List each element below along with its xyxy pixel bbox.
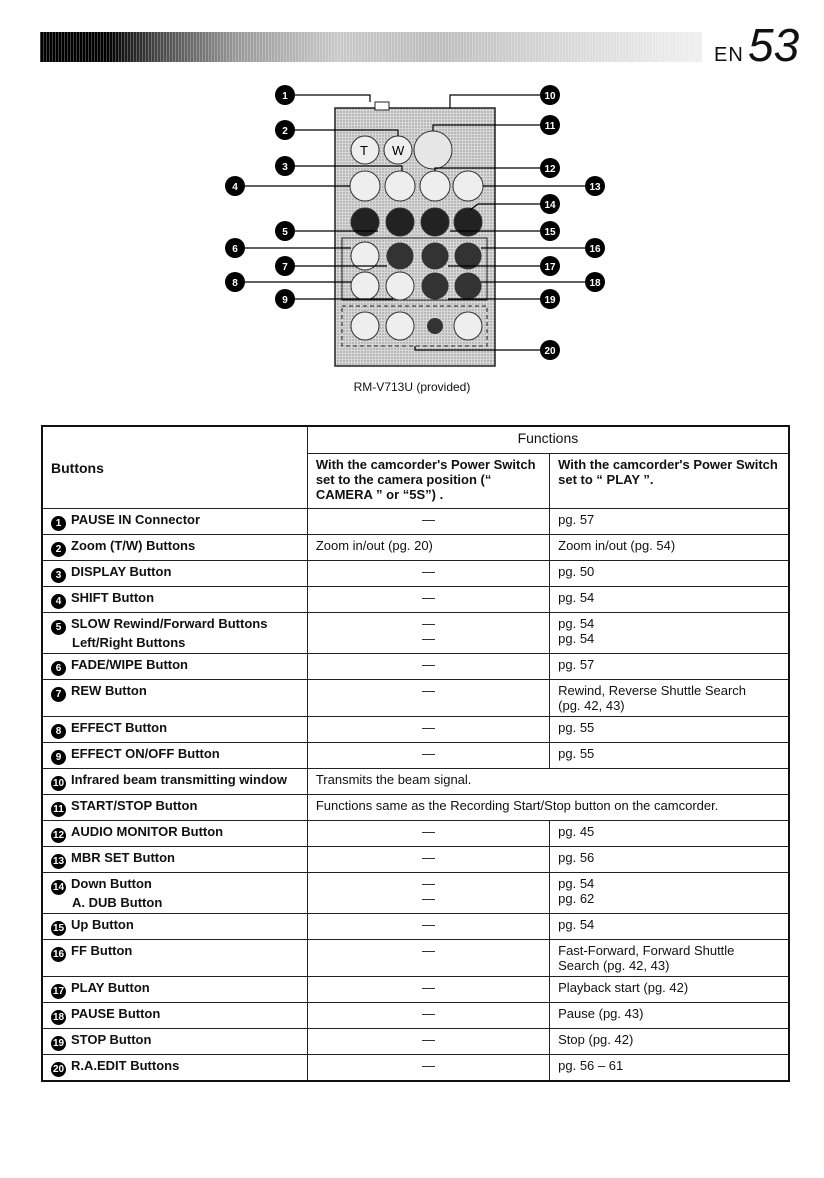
button-name-cell	[42, 561, 307, 587]
camera-mode-cell: —	[307, 680, 549, 717]
item-number-badge: 10	[52, 778, 65, 789]
ra-edit-key-1	[351, 312, 379, 340]
play-mode-cell: pg. 56	[550, 847, 789, 873]
button-name-cell	[42, 795, 307, 821]
mbr-set-key	[453, 171, 483, 201]
play-mode-cell: Playback start (pg. 42)	[550, 977, 789, 1003]
table-row	[42, 587, 789, 613]
play-mode-cell: pg. 57	[550, 654, 789, 680]
svg-text:19: 19	[544, 295, 556, 306]
item-number-badge: 11	[51, 802, 66, 817]
remote-diagram	[220, 78, 620, 378]
button-name: SHIFT Button	[71, 590, 155, 605]
button-name-cell	[42, 509, 307, 535]
table-row	[42, 561, 789, 587]
pause-key	[455, 273, 481, 299]
button-name-secondary: A. DUB Button	[72, 895, 163, 910]
rew-key	[387, 243, 413, 269]
table-row	[42, 1003, 789, 1029]
button-name-cell	[42, 613, 307, 654]
play-mode-cell: pg. 54	[550, 587, 789, 613]
button-name: STOP Button	[71, 1032, 152, 1047]
table-row	[42, 769, 789, 795]
button-name: MBR SET Button	[71, 850, 175, 865]
button-name-cell	[42, 940, 307, 977]
camera-mode-cell: —	[307, 1029, 549, 1055]
button-name-cell	[42, 847, 307, 873]
button-name-cell	[42, 1029, 307, 1055]
item-number-badge: 20	[52, 1064, 65, 1075]
play-mode-cell: pg. 55	[550, 717, 789, 743]
button-name: START/STOP Button	[71, 798, 198, 813]
button-name: Zoom (T/W) Buttons	[71, 538, 196, 553]
button-name-cell	[42, 717, 307, 743]
play-mode-cell: pg. 54	[550, 914, 789, 940]
camera-mode-cell: —	[307, 847, 549, 873]
language-label: EN	[714, 44, 744, 66]
svg-text:17: 17	[544, 262, 556, 273]
svg-text:13: 13	[589, 182, 601, 193]
svg-text:4: 4	[232, 182, 238, 193]
button-name: AUDIO MONITOR Button	[71, 824, 224, 839]
camera-mode-cell: —	[307, 509, 549, 535]
item-number-badge: 2	[51, 542, 66, 557]
table-row	[42, 680, 789, 717]
svg-text:10: 10	[544, 91, 556, 102]
table-row	[42, 743, 789, 769]
item-number-badge: 17	[52, 986, 65, 997]
svg-text:5: 5	[282, 227, 288, 238]
button-name: PAUSE Button	[71, 1006, 161, 1021]
page-number: 53	[748, 19, 800, 71]
button-name-cell	[42, 873, 307, 914]
item-number-badge: 6	[51, 661, 66, 676]
camera-mode-cell: —	[307, 940, 549, 977]
effect-on-off-key	[386, 272, 414, 300]
button-name-cell	[42, 680, 307, 717]
display-key	[385, 171, 415, 201]
table-row	[42, 977, 789, 1003]
play-mode-cell: pg. 50	[550, 561, 789, 587]
ra-edit-key-4	[454, 312, 482, 340]
slow-forward-key	[386, 208, 414, 236]
button-name-cell	[42, 769, 307, 795]
item-number-badge: 5	[51, 620, 66, 635]
button-name: REW Button	[71, 683, 147, 698]
button-name-cell	[42, 914, 307, 940]
effect-key	[351, 272, 379, 300]
play-mode-cell: Fast-Forward, Forward Shuttle Search (pg. 42, 43)	[550, 940, 789, 977]
functions-table	[41, 425, 790, 1082]
item-number-badge: 12	[52, 830, 65, 841]
button-name-cell	[42, 977, 307, 1003]
table-row	[42, 821, 789, 847]
table-row	[42, 613, 789, 654]
button-name-cell	[42, 743, 307, 769]
play-column-header: With the camcorder's Power Switch set to “ PLAY ”.	[550, 454, 789, 509]
item-number-badge: 13	[52, 856, 65, 867]
t-key-label: T	[360, 143, 368, 158]
slow-rewind-key	[351, 208, 379, 236]
camera-mode-cell: — —	[307, 613, 549, 654]
ra-edit-key-2	[386, 312, 414, 340]
svg-text:11: 11	[544, 121, 556, 132]
table-row	[42, 1029, 789, 1055]
button-name-secondary: Left/Right Buttons	[72, 635, 186, 650]
svg-text:2: 2	[282, 126, 288, 137]
play-mode-cell: Zoom in/out (pg. 54)	[550, 535, 789, 561]
up-key	[421, 208, 449, 236]
header-band	[40, 32, 702, 62]
play-mode-cell: Pause (pg. 43)	[550, 1003, 789, 1029]
camera-mode-cell: —	[307, 1003, 549, 1029]
remote-illustration	[220, 78, 620, 378]
item-number-badge: 9	[51, 750, 66, 765]
shift-key	[350, 171, 380, 201]
button-name-cell	[42, 535, 307, 561]
item-number-badge: 7	[51, 687, 66, 702]
table-row	[42, 654, 789, 680]
play-mode-cell: pg. 57	[550, 509, 789, 535]
down-key	[454, 208, 482, 236]
button-name-cell	[42, 821, 307, 847]
play-mode-cell: pg. 56 – 61	[550, 1055, 789, 1082]
w-key-label: W	[392, 143, 405, 158]
svg-text:1: 1	[282, 91, 288, 102]
button-name: EFFECT ON/OFF Button	[71, 746, 220, 761]
audio-monitor-key	[420, 171, 450, 201]
play-mode-cell: Rewind, Reverse Shuttle Search (pg. 42, 43)	[550, 680, 789, 717]
svg-text:15: 15	[544, 227, 556, 238]
start-stop-key	[414, 131, 452, 169]
table-body	[42, 509, 789, 1082]
pause-in-connector	[375, 102, 389, 110]
button-name: FADE/WIPE Button	[71, 657, 188, 672]
svg-text:16: 16	[589, 244, 601, 255]
camera-mode-cell: Zoom in/out (pg. 20)	[307, 535, 549, 561]
item-number-badge: 3	[51, 568, 66, 583]
ra-edit-key-3	[427, 318, 443, 334]
item-number-badge: 15	[52, 923, 65, 934]
camera-mode-cell: —	[307, 743, 549, 769]
item-number-badge: 16	[52, 949, 65, 960]
camera-mode-cell: —	[307, 587, 549, 613]
item-number-badge: 8	[51, 724, 66, 739]
camera-column-header: With the camcorder's Power Switch set to the camera position (“ CAMERA ” or “5S”) .	[307, 454, 549, 509]
button-name: SLOW Rewind/Forward Buttons	[71, 616, 268, 631]
button-name: Up Button	[71, 917, 134, 932]
item-number-badge: 18	[52, 1012, 65, 1023]
play-key	[422, 243, 448, 269]
camera-mode-cell: —	[307, 717, 549, 743]
item-number-badge: 19	[52, 1038, 65, 1049]
camera-mode-cell: —	[307, 977, 549, 1003]
ff-key	[455, 243, 481, 269]
play-mode-cell: pg. 54 pg. 62	[550, 873, 789, 914]
button-name-cell	[42, 1003, 307, 1029]
svg-text:9: 9	[282, 295, 288, 306]
svg-text:8: 8	[232, 278, 238, 289]
play-mode-cell: pg. 54 pg. 54	[550, 613, 789, 654]
camera-mode-cell: — —	[307, 873, 549, 914]
camera-mode-cell: —	[307, 821, 549, 847]
diagram-caption: RM-V713U (provided)	[353, 380, 471, 394]
camera-mode-cell: —	[307, 654, 549, 680]
stop-key	[422, 273, 448, 299]
button-name: DISPLAY Button	[71, 564, 172, 579]
camera-mode-cell: —	[307, 1055, 549, 1082]
play-mode-cell: pg. 55	[550, 743, 789, 769]
function-description: Functions same as the Recording Start/Stop button on the camcorder.	[307, 795, 789, 821]
table-row	[42, 940, 789, 977]
button-name: EFFECT Button	[71, 720, 168, 735]
play-mode-cell: pg. 45	[550, 821, 789, 847]
table-row	[42, 509, 789, 535]
table-row	[42, 717, 789, 743]
camera-mode-cell: —	[307, 561, 549, 587]
item-number-badge: 14	[52, 882, 65, 893]
button-name: PAUSE IN Connector	[71, 512, 201, 527]
svg-text:3: 3	[282, 162, 288, 173]
table-row	[42, 873, 789, 914]
item-number-badge: 1	[51, 516, 66, 531]
button-name-cell	[42, 587, 307, 613]
button-name: FF Button	[71, 943, 133, 958]
camera-mode-cell: —	[307, 914, 549, 940]
function-description: Transmits the beam signal.	[307, 769, 789, 795]
table-row	[42, 914, 789, 940]
table-row	[42, 1055, 789, 1082]
button-name-cell	[42, 1055, 307, 1082]
table-row	[42, 847, 789, 873]
svg-text:20: 20	[544, 346, 556, 357]
svg-text:18: 18	[589, 278, 601, 289]
button-name: Infrared beam transmitting window	[71, 772, 287, 787]
buttons-header: Buttons	[42, 426, 307, 509]
button-name: PLAY Button	[71, 980, 150, 995]
play-mode-cell: Stop (pg. 42)	[550, 1029, 789, 1055]
svg-text:12: 12	[544, 164, 556, 175]
svg-text:6: 6	[232, 244, 238, 255]
table-row	[42, 795, 789, 821]
button-name: R.A.EDIT Buttons	[71, 1058, 180, 1073]
table-row	[42, 535, 789, 561]
svg-text:7: 7	[282, 262, 288, 273]
button-name-cell	[42, 654, 307, 680]
button-name: Down Button	[71, 876, 152, 891]
functions-header: Functions	[307, 426, 789, 454]
svg-text:14: 14	[544, 200, 556, 211]
item-number-badge: 4	[51, 594, 66, 609]
